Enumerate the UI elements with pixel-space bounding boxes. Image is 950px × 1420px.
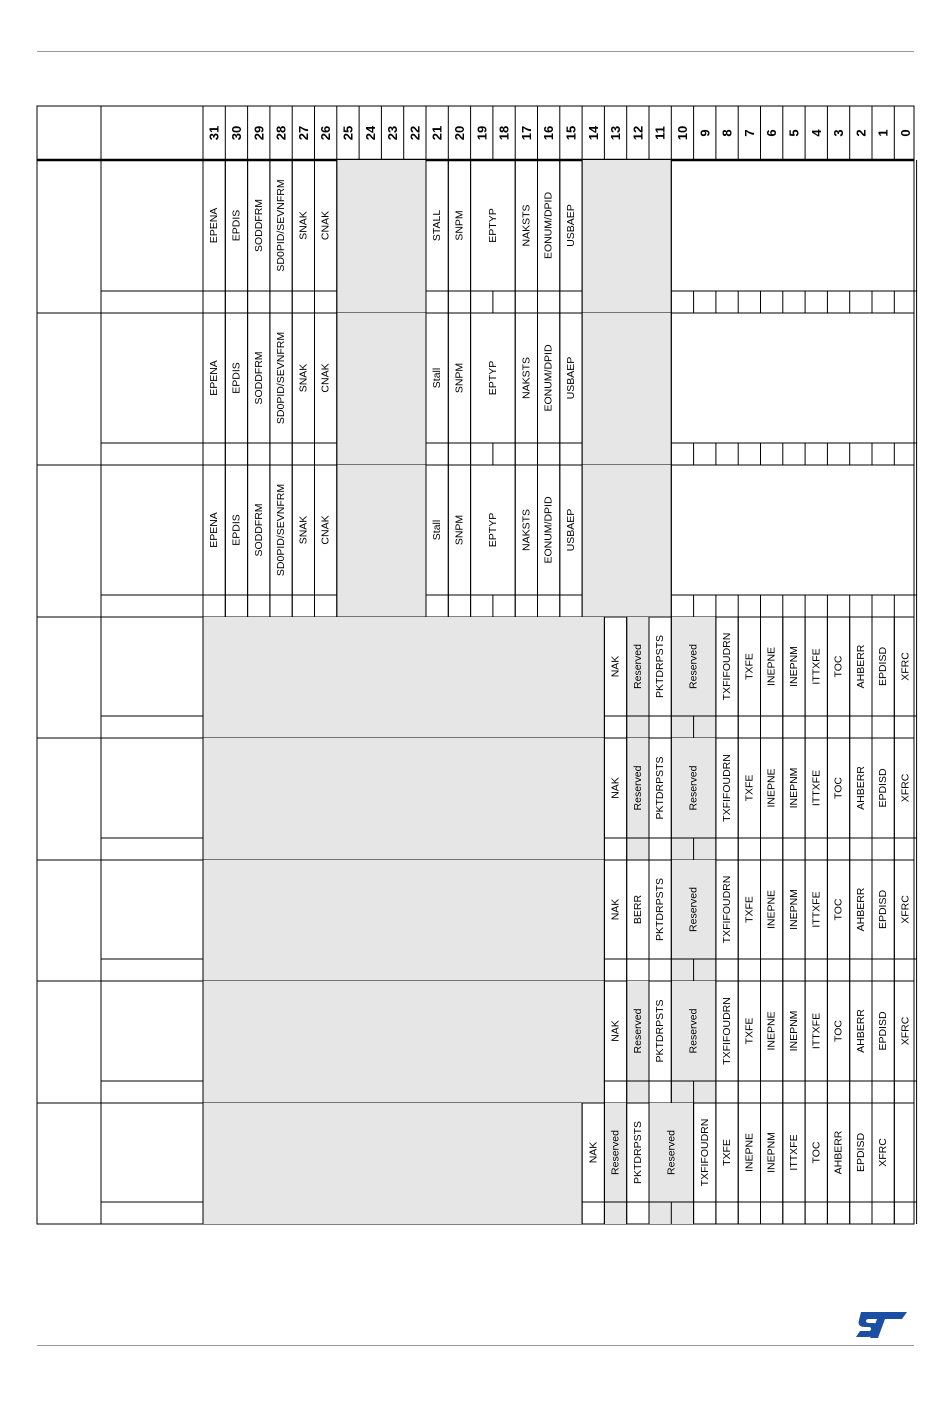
field-label: INEPNE [765,889,778,930]
field-label: PKTDRPSTS [654,756,667,820]
reserved-field [582,160,671,313]
field-label: SNAK [297,515,310,545]
field-label: XFRC [877,1138,890,1167]
field-label: TXFE [743,896,756,923]
field-label: TXFIFOUDRN [721,875,734,944]
field-label: NAK [587,1141,600,1164]
field-label: SNAK [297,363,310,393]
reserved-field [337,465,426,617]
field-label: NAKSTS [520,356,533,400]
field-label: BERR [631,894,644,925]
field-label: NAK [609,655,622,678]
field-label: CNAK [319,363,332,393]
field-label: TXFE [743,653,756,680]
field-label: TOC [832,898,845,921]
field-label: USBAEP [564,508,577,552]
field-label: SNPM [453,514,466,546]
reserved-field [582,465,671,617]
bit-number: 12 [630,125,646,141]
field-label: EPDISD [877,1011,890,1051]
reserved-field [203,738,604,860]
field-label: INEPNM [787,646,800,687]
bit-number: 15 [563,125,579,141]
bit-number: 24 [362,125,378,141]
field-label: TOC [832,1020,845,1042]
bit-number: 6 [764,129,780,137]
field-label: STALL [431,209,444,242]
field-label: XFRC [899,895,912,924]
field-label: XFRC [899,652,912,681]
field-label: SD0PID/SEVNFRM [275,483,288,577]
field-label: SODDFRM [252,503,265,557]
field-label: ITTXFE [810,891,823,928]
field-label: TXFE [743,1017,756,1045]
field-label: EPDIS [230,362,243,394]
field-label: SD0PID/SEVNFRM [275,179,288,272]
bit-number: 1 [875,129,891,137]
bit-number: 30 [228,125,244,141]
bit-number: 16 [541,125,557,141]
register-row [208,160,671,313]
field-label: Reserved [665,1130,678,1175]
field-label: EPDIS [230,514,243,546]
field-label: Reserved [631,1008,644,1054]
bit-number: 20 [451,125,467,141]
field-label: INEPNE [765,768,778,808]
field-label: SNAK [297,211,310,240]
field-label: AHBERR [854,1009,867,1053]
field-label: EONUM/DPID [542,191,555,260]
field-label: SODDFRM [252,351,265,405]
field-label: EONUM/DPID [542,496,555,564]
field-label: EPDISD [877,889,890,930]
field-label: Reserved [687,1008,700,1054]
field-label: EPTYP [486,512,499,548]
field-label: Reserved [631,765,644,811]
bit-number: 25 [340,125,356,141]
bit-number: 18 [496,125,512,141]
field-label: TXFE [743,774,756,802]
reserved-field [203,981,604,1103]
bit-number: 27 [295,125,311,141]
field-label: ITTXFE [810,648,823,685]
field-label: CNAK [319,210,332,241]
field-label: INEPNM [787,767,800,809]
reserved-field [203,860,604,981]
bit-number: 13 [608,125,624,141]
bit-number: 14 [585,125,601,141]
bit-number: 4 [808,129,824,137]
field-label: NAKSTS [520,508,533,552]
field-label: INEPNM [787,1010,800,1052]
field-label: TOC [810,1141,823,1164]
field-label: XFRC [899,773,912,803]
field-label: EPENA [208,360,221,396]
field-label: TXFIFOUDRN [721,997,734,1065]
bit-number: 26 [318,125,334,141]
st-logo-icon [855,1310,909,1340]
bit-number: 3 [831,129,847,137]
field-label: Stall [431,367,444,389]
bit-number: 21 [429,125,445,141]
field-label: TOC [832,777,845,799]
field-label: XFRC [899,1016,912,1046]
field-label: TXFIFOUDRN [721,632,734,701]
field-label: SNPM [453,210,466,241]
bit-number: 22 [407,125,423,141]
field-label: TXFIFOUDRN [721,754,734,822]
field-label: Reserved [609,1130,622,1175]
bit-number: 2 [853,129,869,137]
field-label: EPDISD [854,1132,867,1173]
reserved-field [337,313,426,465]
register-row [203,1103,889,1224]
bit-number: 29 [251,125,267,141]
field-label: AHBERR [854,766,867,810]
field-label: PKTDRPSTS [654,999,667,1063]
field-label: SODDFRM [252,198,265,253]
field-label: AHBERR [854,887,867,932]
field-label: ITTXFE [810,769,823,807]
field-label: ITTXFE [810,1012,823,1050]
field-label: CNAK [319,515,332,545]
bit-number: 23 [385,125,401,141]
bit-number: 11 [652,126,668,140]
field-label: Reserved [687,765,700,811]
reserved-field [582,313,671,465]
field-label: EONUM/DPID [542,344,555,412]
register-row [208,465,671,617]
field-label: EPENA [208,512,221,548]
field-label: EPDIS [230,209,243,242]
field-label: INEPNE [743,1132,756,1173]
field-label: INEPNM [787,889,800,930]
field-label: ITTXFE [787,1134,800,1171]
bit-number: 5 [786,129,802,137]
field-label: NAK [609,898,622,921]
bit-number: 31 [206,125,222,141]
field-label: EPTYP [486,360,499,396]
field-label: EPTYP [486,208,499,243]
field-label: PKTDRPSTS [631,1120,644,1185]
field-label: AHBERR [832,1130,845,1175]
field-label: INEPNE [765,646,778,687]
bit-number: 0 [897,129,913,137]
field-label: SD0PID/SEVNFRM [275,331,288,425]
field-label: PKTDRPSTS [654,877,667,942]
field-label: NAK [609,1020,622,1042]
bit-number: 9 [697,129,713,137]
field-label: NAK [609,777,622,799]
field-label: Reserved [687,644,700,689]
field-label: PKTDRPSTS [654,634,667,699]
field-label: TXFIFOUDRN [698,1118,711,1187]
field-label: INEPNM [765,1132,778,1173]
field-label: EPDISD [877,768,890,808]
field-label: USBAEP [564,204,577,247]
field-label: NAKSTS [520,204,533,247]
field-label: Stall [431,519,444,541]
field-label: USBAEP [564,356,577,400]
register-row [208,313,671,465]
field-label: Reserved [687,887,700,932]
field-label: EPENA [208,207,221,244]
bit-number: 28 [273,125,289,141]
bit-number: 7 [741,129,757,137]
reserved-field [203,617,604,738]
field-label: AHBERR [854,644,867,689]
field-label: INEPNE [765,1011,778,1051]
field-label: SNPM [453,362,466,394]
bit-number: 17 [518,125,534,141]
bit-number: 10 [674,125,690,141]
field-label: Reserved [631,644,644,689]
field-label: EPDISD [877,646,890,687]
field-label: TOC [832,655,845,678]
field-label: TXFE [721,1139,734,1166]
bit-number: 19 [474,125,490,141]
bit-number: 8 [719,129,735,137]
reserved-field [203,1103,582,1224]
reserved-field [337,160,426,313]
